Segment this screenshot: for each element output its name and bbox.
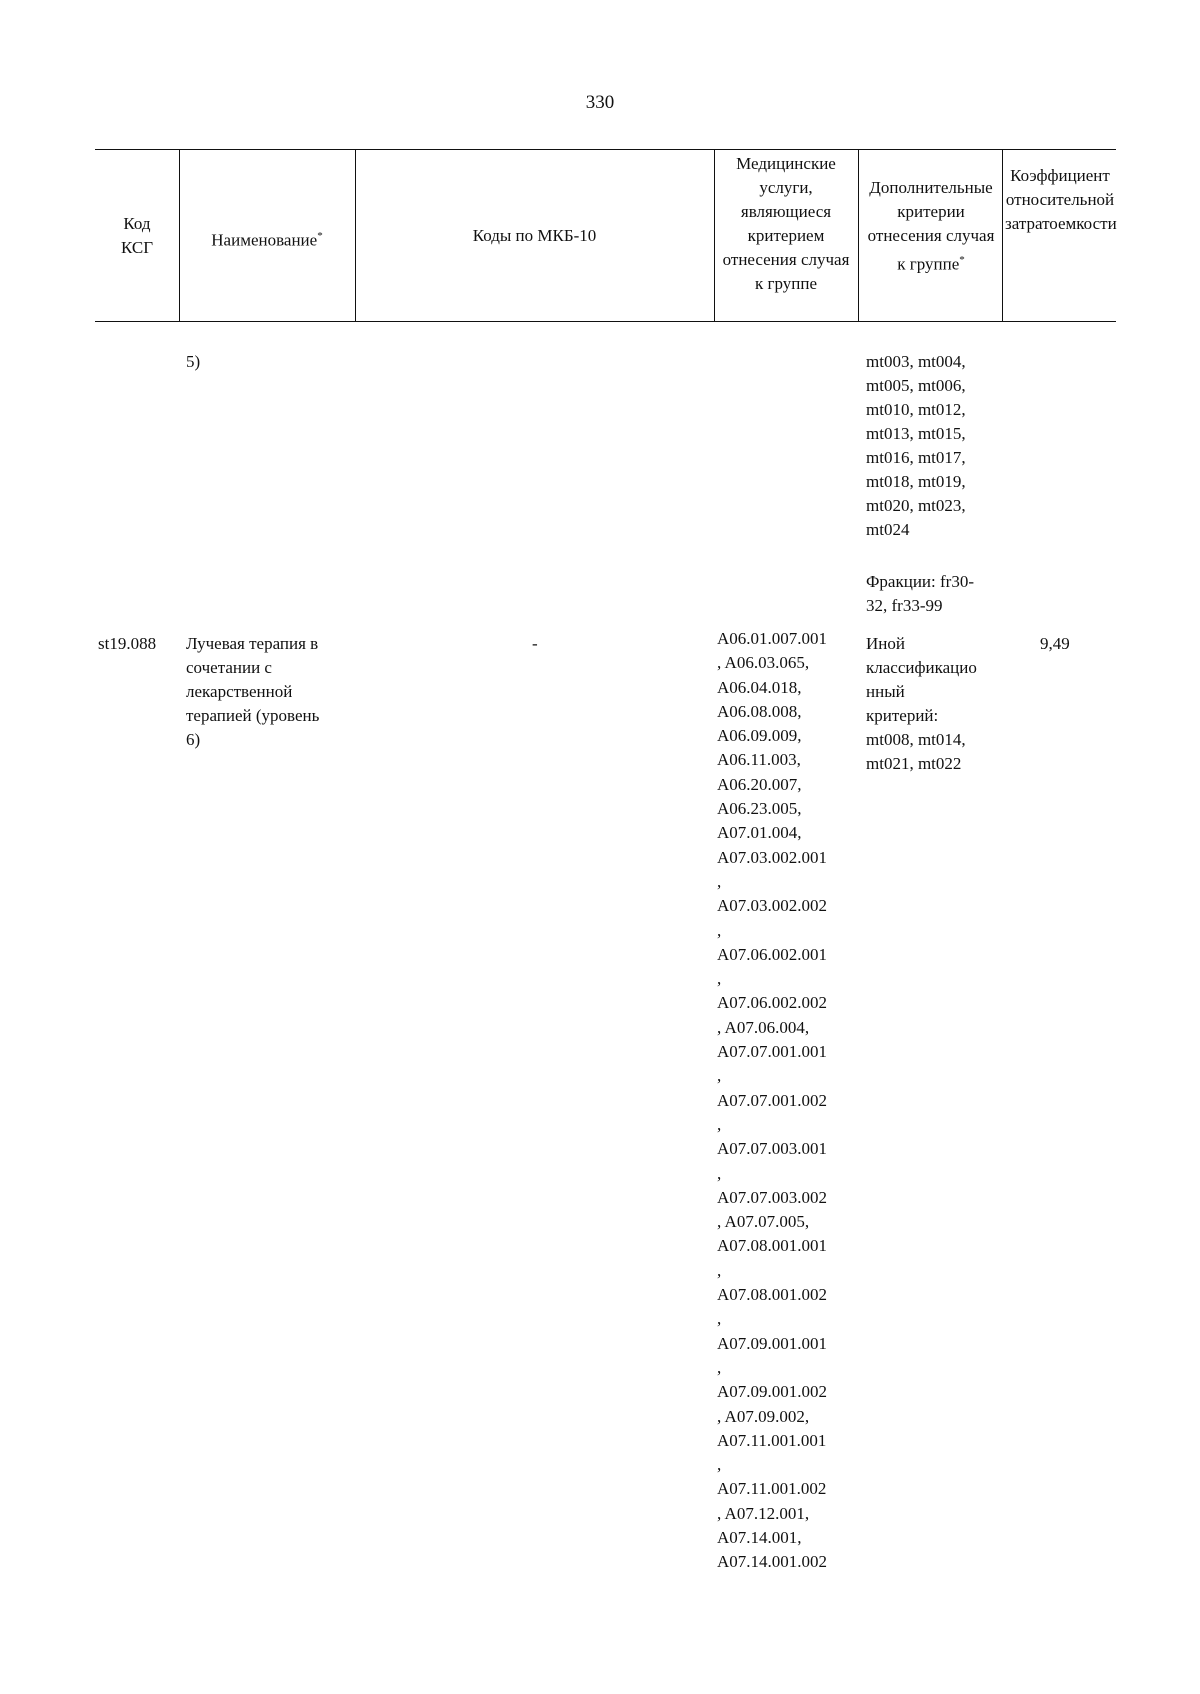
service-code-line: A07.07.003.001 [717,1139,828,1159]
footnote-marker: * [959,254,965,266]
service-code-line: A07.11.001.002 [717,1479,827,1499]
header-extra [864,176,998,277]
service-code-line: A06.23.005, [717,799,802,819]
service-code-line: A07.06.002.001 [717,944,828,964]
service-code-line: A07.03.002.001 [717,847,828,867]
service-code-line: A06.08.008, [717,701,802,721]
service-code-line: A06.09.009, [717,726,802,746]
service-code-line: A06.04.018, [717,677,802,697]
header-name [182,224,352,253]
service-code-line: A07.09.001.002 [717,1382,828,1402]
service-code-line: A06.11.003, [717,750,801,770]
service-code-line: A06.20.007, [717,774,802,794]
row-services-list [717,627,862,1575]
footnote-marker: * [317,230,323,242]
service-code-line: , [717,1114,722,1134]
service-code-line: A07.07.001.002 [717,1090,828,1110]
service-code-line: A07.07.001.001 [717,1042,828,1062]
service-code-line: A07.14.001, [717,1527,802,1547]
header-mkb: Коды по МКБ-10 [472,226,597,245]
page-number: 330 [585,92,615,113]
header-coef: Коэффициент относительной затратоемкости [1005,166,1117,233]
column-divider [179,150,180,322]
table-top-border [95,149,1116,150]
service-code-line: , A07.06.004, [717,1017,810,1037]
header-bottom-border [95,321,1116,322]
row-coefficient: 9,49 [1040,634,1070,653]
header-name-label: Наименование [211,230,318,250]
service-code-line: , A06.03.065, [717,653,810,673]
service-code-line: , [717,1455,722,1475]
service-code-line: A07.06.002.002 [717,993,828,1013]
header-services: Медицинские услуги, являющиеся критерием отнесения случая к группе [722,154,850,293]
header-extra-label: Дополнительные критерии отнесения случая к группе [867,178,995,274]
header-code: Код КСГ [120,214,154,257]
column-divider [714,150,715,322]
service-code-line: , [717,920,722,940]
row-code: st19.088 [98,634,157,653]
service-code-line: , [717,871,722,891]
service-code-line: , [717,1163,722,1183]
service-code-line: A07.08.001.002 [717,1285,828,1305]
row-mkb: - [532,634,538,653]
service-code-line: , [717,1260,722,1280]
column-divider [858,150,859,322]
service-code-line: , A07.09.002, [717,1406,810,1426]
service-code-line: , A07.12.001, [717,1503,810,1523]
continued-row-fractions: Фракции: fr30- 32, fr33-99 [866,572,974,615]
service-code-line: A07.09.001.001 [717,1333,828,1353]
service-code-line: , [717,969,722,989]
service-code-line: , [717,1066,722,1086]
service-code-line: A07.07.003.002 [717,1187,828,1207]
service-code-line: , A07.07.005, [717,1212,810,1232]
row-name: Лучевая терапия в сочетании с лекарственной терапией (уровень 6) [186,634,320,749]
continued-row-name: 5) [186,352,201,371]
column-divider [1002,150,1003,322]
service-code-line: A07.14.001.002 [717,1552,828,1572]
service-code-line: A07.08.001.001 [717,1236,828,1256]
service-code-line: A06.01.007.001 [717,629,828,648]
service-code-line: A07.01.004, [717,823,802,843]
continued-row-criteria: mt003, mt004, mt005, mt006, mt010, mt012, mt013, mt015, mt016, mt017, mt018, mt019, mt020, mt023, mt024 [866,352,966,539]
service-code-line: , [717,1309,722,1329]
service-code-line: , [717,1357,722,1377]
service-code-line: A07.03.002.002 [717,896,828,916]
column-divider [355,150,356,322]
service-code-line: A07.11.001.001 [717,1430,827,1450]
row-extra-criteria: Иной классификацио нный критерий: mt008, mt014, mt021, mt022 [866,634,977,773]
